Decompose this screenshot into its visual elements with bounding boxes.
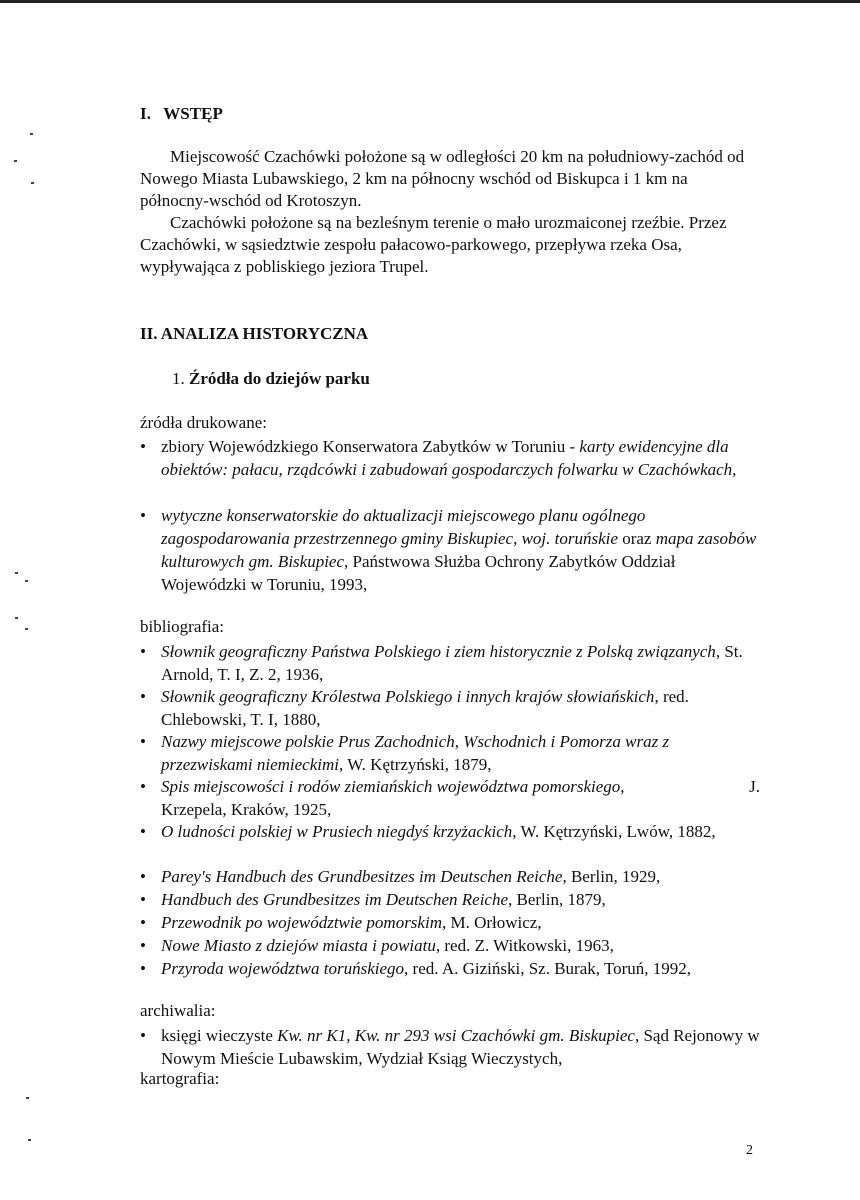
bullet: • <box>140 959 146 978</box>
bullet: • <box>140 867 146 886</box>
item-text: , Sąd Rejonowy w Nowym Mieście Lubawskim, Wydział Ksiąg Wieczystych, <box>161 1026 760 1068</box>
page-top-edge <box>0 0 860 3</box>
bullet: • <box>140 913 146 932</box>
item-title: Słownik geograficzny Królestwa Polskiego i innych krajów słowiańskich <box>161 687 655 706</box>
scan-mark <box>28 1139 31 1141</box>
item-text: , red. Chlebowski, T. I, 1880, <box>161 687 689 729</box>
bullet: • <box>140 732 146 751</box>
label-printed-sources: źródła drukowane: <box>140 413 267 432</box>
list-item <box>140 1024 760 1070</box>
list-item <box>140 865 760 888</box>
label-bibliography: bibliografia: <box>140 617 225 636</box>
list-item <box>140 640 760 686</box>
subsection-number: 1. <box>172 369 189 388</box>
list-item <box>140 957 760 980</box>
item-title: Nowe Miasto z dziejów miasta i powiatu <box>161 936 436 955</box>
scan-mark <box>14 160 17 162</box>
list-item <box>140 934 760 957</box>
label-cartography: kartografia: <box>140 1069 220 1088</box>
item-text: Krzepela, Kraków, 1925, <box>161 800 332 819</box>
list-item <box>140 911 760 934</box>
item-initial: J. <box>749 777 760 796</box>
subsection-title: Źródła do dziejów parku <box>189 369 370 388</box>
item-text: oraz <box>617 529 656 548</box>
list-item <box>140 685 760 731</box>
scan-mark <box>25 580 28 582</box>
item-text: księgi wieczyste <box>161 1026 278 1045</box>
bullet: • <box>140 936 146 955</box>
item-text: , Berlin, 1879, <box>508 890 606 909</box>
list-item <box>140 775 760 821</box>
item-text: , red. A. Giziński, Sz. Burak, Toruń, 1992, <box>404 959 692 978</box>
item-title: wytyczne konserwatorskie do aktualizacji miejscowego planu ogólnego zagospodarowania przestrzennego gminy Biskupiec, woj. toruńskie <box>161 506 646 548</box>
item-title: O ludności polskiej w Prusiech niegdyś krzyżackich <box>161 822 513 841</box>
list-item <box>140 504 760 596</box>
item-text: , Państwowa Służba Ochrony Zabytków Oddział Wojewódzki w Toruniu, 1993, <box>161 552 676 594</box>
bullet: • <box>140 777 146 796</box>
section-heading-intro: I. WSTĘP <box>140 104 223 123</box>
item-title: Nazwy miejscowe polskie Prus Zachodnich, Wschodnich i Pomorza wraz z przezwiskami niemieckimi <box>161 732 670 774</box>
paragraph-text: Miejscowość Czachówki położone są w odległości 20 km na południowy-zachód od Nowego Miasta Lubawskiego, 2 km na północny wschód od Biskupca i 1 km na północny-wschód od Krotoszyn. <box>140 147 745 210</box>
item-text: , St. Arnold, T. I, Z. 2, 1936, <box>161 642 743 684</box>
page-number: 2 <box>746 1143 753 1158</box>
list-item <box>140 730 760 776</box>
item-text: zbiory Wojewódzkiego Konserwatora Zabytków w Toruniu - <box>161 437 580 456</box>
bullet: • <box>140 890 146 909</box>
scan-mark <box>30 133 33 135</box>
bullet: • <box>140 437 146 456</box>
scan-mark <box>26 1097 29 1099</box>
bullet: • <box>140 687 146 706</box>
section-heading-history: II. ANALIZA HISTORYCZNA <box>140 324 369 343</box>
scan-mark <box>25 628 28 630</box>
item-text: , W. Kętrzyński, 1879, <box>339 755 492 774</box>
item-text: , M. Orłowicz, <box>441 913 542 932</box>
scan-mark <box>31 182 34 184</box>
paragraph-terrain <box>140 212 760 278</box>
bullet: • <box>140 1026 146 1045</box>
subsection-heading <box>172 369 370 389</box>
item-title: Handbuch des Grundbesitzes im Deutschen Reiche <box>161 890 509 909</box>
item-title: Kw. nr K1, Kw. nr 293 wsi Czachówki gm. Biskupiec <box>277 1026 635 1045</box>
bullet: • <box>140 506 146 525</box>
bullet: • <box>140 822 146 841</box>
paragraph-location <box>140 146 760 212</box>
item-title: Parey's Handbuch des Grundbesitzes im Deutschen Reiche <box>161 867 563 886</box>
item-title: Spis miejscowości i rodów ziemiańskich województwa pomorskiego, <box>161 777 625 796</box>
scan-mark <box>15 617 18 619</box>
item-title: mapa zasobów kulturowych gm. Biskupiec <box>161 529 757 571</box>
list-item <box>140 820 760 843</box>
list-item <box>140 435 760 481</box>
item-text: , Berlin, 1929, <box>562 867 661 886</box>
item-title: Przyroda województwa toruńskiego <box>161 959 405 978</box>
label-archives: archiwalia: <box>140 1001 216 1020</box>
list-item <box>140 888 760 911</box>
item-title: karty ewidencyjne dla obiektów: pałacu, rządcówki i zabudowań gospodarczych folwarku w Czachówkach, <box>161 437 737 479</box>
item-text: , red. Z. Witkowski, 1963, <box>435 936 614 955</box>
bullet: • <box>140 642 146 661</box>
paragraph-text: Czachówki położone są na bezleśnym terenie o mało urozmaiconej rzeźbie. Przez Czachówki, w sąsiedztwie zespołu pałacowo-parkowego, przepływa rzeka Osa, wypływająca z pobliskiego jeziora Trupel. <box>140 213 727 276</box>
item-title: Przewodnik po województwie pomorskim <box>161 913 442 932</box>
item-text: , W. Kętrzyński, Lwów, 1882, <box>512 822 716 841</box>
scan-mark <box>15 572 18 574</box>
item-title: Słownik geograficzny Państwa Polskiego i ziem historycznie z Polską związanych <box>161 642 716 661</box>
